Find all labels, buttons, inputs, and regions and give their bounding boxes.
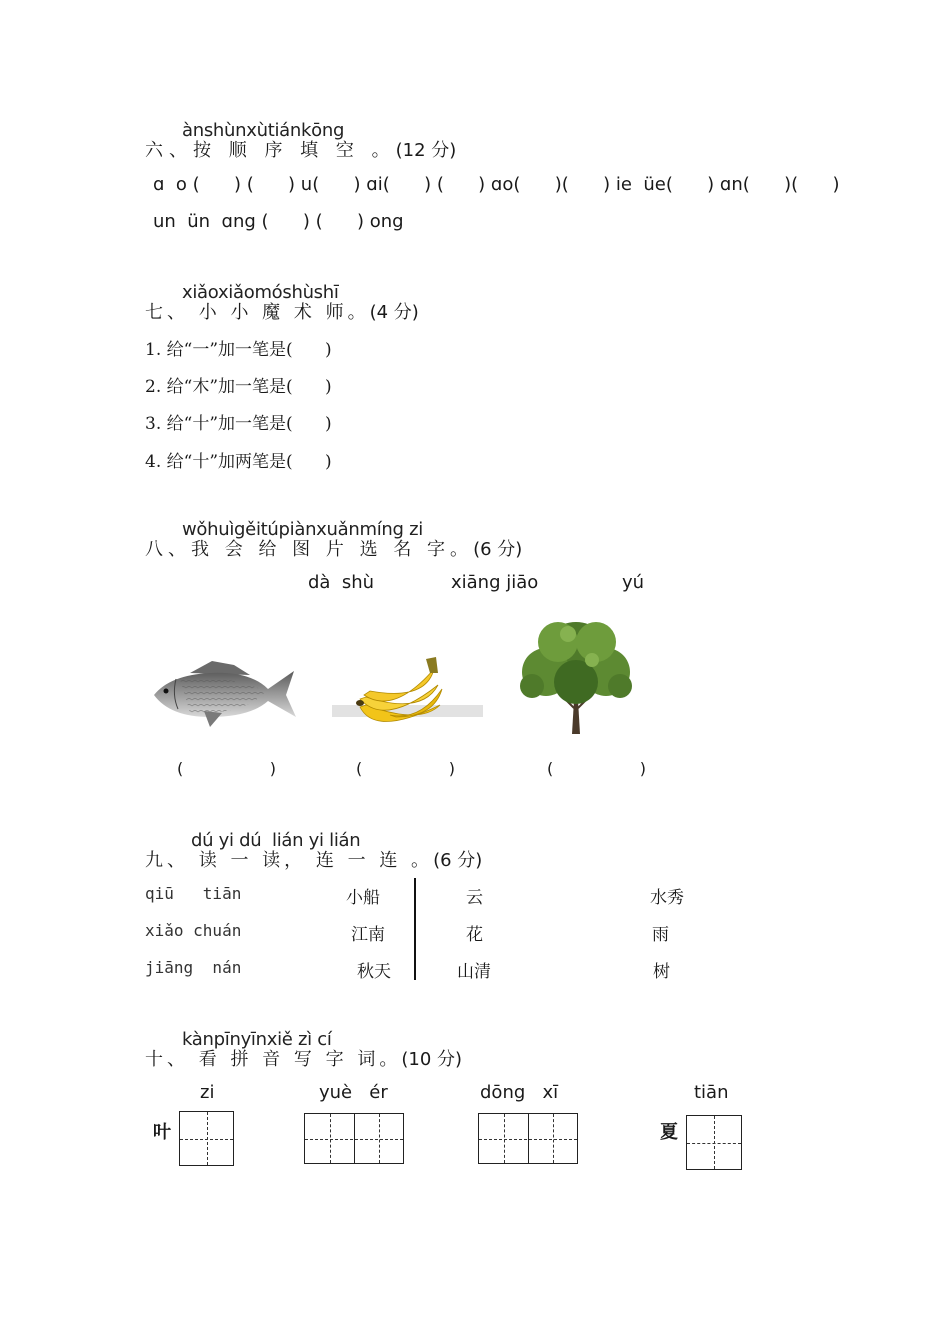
- prefix-xia: 夏: [660, 1122, 678, 1143]
- section9-pinyin-1: dú yi dú: [191, 830, 262, 851]
- match-pinyin-2: xiǎo chuán: [145, 921, 242, 940]
- writing-box-2[interactable]: [304, 1113, 404, 1164]
- write-pinyin-4: tiān: [694, 1082, 729, 1103]
- match-pinyin-3: jiāng nán: [145, 958, 242, 977]
- label-xiang-jiao: xiāng jiāo: [451, 572, 539, 593]
- blank-2[interactable]: ( ): [356, 759, 455, 778]
- match-right-2: 雨: [652, 925, 669, 945]
- write-pinyin-2: yuè ér: [319, 1082, 388, 1103]
- prefix-ye: 叶: [153, 1122, 171, 1143]
- match-left-1: 云: [466, 888, 483, 908]
- section6-title: [145, 136, 456, 162]
- match-right-3: 树: [653, 962, 670, 982]
- tree-image: [512, 616, 640, 736]
- section7-title: [145, 298, 419, 324]
- blank-1[interactable]: ( ): [177, 759, 276, 778]
- write-pinyin-3: dōng xī: [480, 1082, 559, 1103]
- section7-score: (4 分): [369, 302, 419, 323]
- section6-row2: un ün ɑng ( ) ( ) ong: [153, 211, 404, 232]
- section6-title-text: 六、按 顺 序 填 空 。: [145, 140, 396, 161]
- fish-image: [150, 655, 300, 730]
- match-left-2: 花: [466, 925, 483, 945]
- section8-title-text: 八、我 会 给 图 片 选 名 字。: [145, 539, 474, 560]
- section7-item-1: 1. 给“一”加一笔是( ): [145, 340, 332, 360]
- banana-image: [330, 655, 485, 745]
- section7-item-3: 3. 给“十”加一笔是( ): [145, 414, 332, 434]
- label-yu: yú: [622, 572, 645, 593]
- section7-item-2: 2. 给“木”加一笔是( ): [145, 377, 332, 397]
- section9-pinyin-2: lián yi lián: [272, 830, 361, 851]
- match-word-1: 小船: [346, 888, 380, 908]
- section9-title-text: 九、 读 一 读， 连 一 连 。: [145, 850, 434, 871]
- section8-score: (6 分): [473, 539, 523, 560]
- section6-row1: ɑ o ( ) ( ) u( ) ɑi( ) ( ) ɑo( )( ) ie üe( ) ɑn( )( ): [153, 174, 840, 195]
- section6-pinyin: ànshùnxùtiánkōng: [182, 120, 345, 141]
- section10-title: [145, 1045, 462, 1071]
- section7-item-4: 4. 给“十”加两笔是( ): [145, 452, 332, 472]
- divider-line: [414, 878, 416, 980]
- writing-box-1[interactable]: [179, 1111, 234, 1166]
- blank-3[interactable]: ( ): [547, 759, 646, 778]
- section10-pinyin: kànpīnyīnxiě zì cí: [182, 1029, 332, 1050]
- section8-pinyin: wǒhuìgěitúpiànxuǎnmíng zi: [182, 519, 423, 540]
- section9-title: [145, 846, 482, 872]
- match-left-3: 山清: [457, 962, 491, 982]
- writing-box-3[interactable]: [478, 1113, 578, 1164]
- match-word-2: 江南: [351, 925, 385, 945]
- section9-score: (6 分): [433, 850, 483, 871]
- section7-pinyin: xiǎoxiǎomóshùshī: [182, 282, 339, 303]
- section7-title-text: 七、 小 小 魔 术 师。: [145, 302, 370, 323]
- section10-score: (10 分): [401, 1049, 463, 1070]
- section8-title: [145, 535, 522, 561]
- writing-box-4[interactable]: [686, 1115, 742, 1170]
- section6-score: (12 分): [395, 140, 457, 161]
- match-word-3: 秋天: [357, 962, 391, 982]
- match-right-1: 水秀: [650, 888, 684, 908]
- write-pinyin-1: zi: [200, 1082, 215, 1103]
- match-pinyin-1: qiū tiān: [145, 884, 242, 903]
- label-da-shu: dà shù: [308, 572, 375, 593]
- section10-title-text: 十、 看 拼 音 写 字 词。: [145, 1049, 402, 1070]
